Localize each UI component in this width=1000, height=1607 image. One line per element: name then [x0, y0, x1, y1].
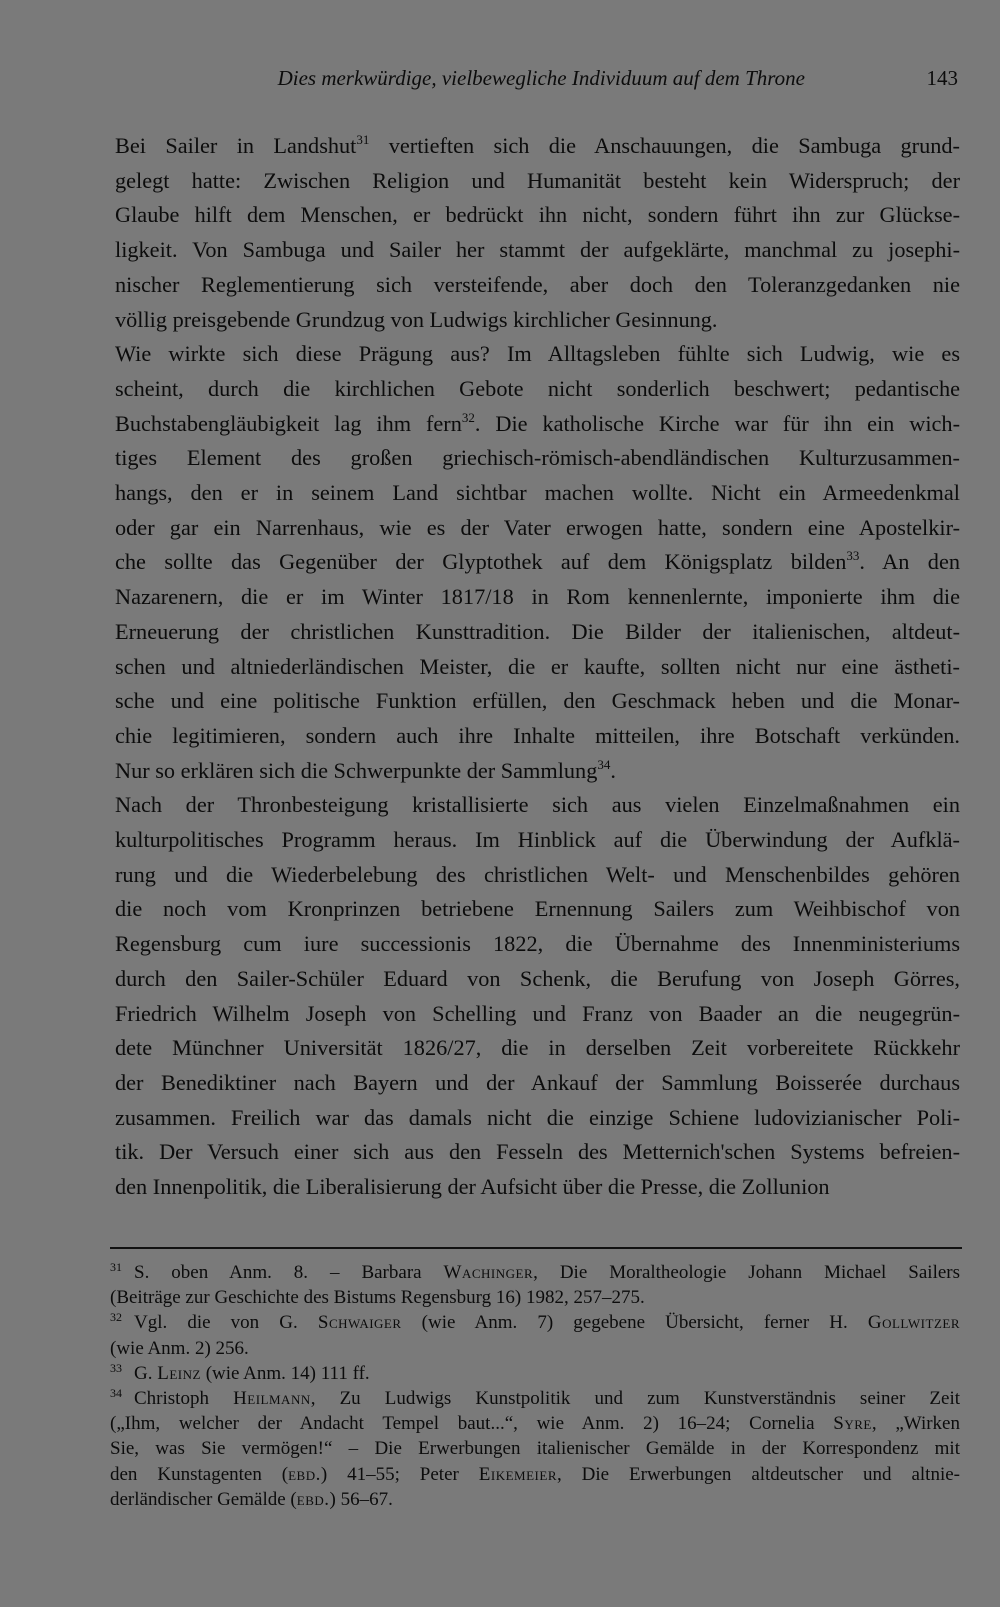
- footnote-text: Christoph Heilmann, Zu Ludwigs Kunstpolitik und zum Kunstverständnis seiner Zeit: [134, 1388, 960, 1410]
- text-line: [115, 407, 960, 442]
- footnote-text: (Beiträge zur Geschichte des Bistums Regensburg 16) 1982, 257–275.: [110, 1287, 645, 1309]
- paragraph: [115, 129, 960, 337]
- footnotes: [110, 1260, 960, 1512]
- text-line: [115, 788, 960, 823]
- text-segment: sche und eine politische Funktion erfüllen, den Geschmack heben und die Monar-: [115, 688, 960, 714]
- text-line: [115, 719, 960, 754]
- text-segment: Erneuerung der christlichen Kunsttradition. Die Bilder der italienischen, altdeut-: [115, 618, 960, 644]
- text-segment: Nach der Thronbesteigung kristallisierte sich aus vielen Einzelmaßnahmen ein: [115, 792, 960, 818]
- text-line: [115, 997, 960, 1032]
- footnote-text: derländischer Gemälde (ebd.) 56–67.: [110, 1488, 393, 1510]
- text-segment: nischer Reglementierung sich versteifende, aber doch den Toleranzgedanken nie: [115, 271, 960, 297]
- text-line: [115, 962, 960, 997]
- footnote-text: (wie Anm. 2) 256.: [110, 1337, 249, 1359]
- text-segment: oder gar ein Narrenhaus, wie es der Vater erwogen hatte, sondern eine Apostelkir-: [115, 514, 960, 540]
- text-segment: .: [610, 757, 616, 783]
- text-line: [115, 580, 960, 615]
- footnote-line: [110, 1487, 960, 1512]
- text-line: [115, 198, 960, 233]
- text-segment: zusammen. Freilich war das damals nicht die einzige Schiene ludovizianischer Poli-: [115, 1104, 960, 1130]
- text-segment: hangs, den er in seinem Land sichtbar machen wollte. Nicht ein Armeedenkmal: [115, 480, 960, 506]
- footnote-line: [110, 1336, 960, 1361]
- text-segment: die noch vom Kronprinzen betriebene Ernennung Sailers zum Weihbischof von: [115, 896, 960, 922]
- text-line: [115, 754, 960, 789]
- footnote-line: [110, 1411, 960, 1436]
- text-line: [115, 303, 960, 338]
- footnote-line: [110, 1436, 960, 1461]
- text-segment: Buchstabengläubigkeit lag ihm fern: [115, 410, 462, 436]
- text-segment: Nazarenern, die er im Winter 1817/18 in Rom kennenlernte, imponierte ihm die: [115, 584, 960, 610]
- text-line: [115, 1101, 960, 1136]
- page-header: [115, 62, 960, 98]
- text-segment: Nur so erklären sich die Schwerpunkte der Sammlung: [115, 757, 598, 783]
- paragraph: [115, 788, 960, 1204]
- page-number: 143: [926, 66, 958, 90]
- footnote-line: 31 S. oben Anm. 8. – Barbara Wachinger, Die Moraltheologie Johann Michael Sailers: [110, 1260, 961, 1283]
- footnote-text: Vgl. die von G. Schwaiger (wie Anm. 7) gegebene Übersicht, ferner H. Gollwitzer: [134, 1312, 960, 1334]
- footnote-reference[interactable]: 31: [356, 132, 370, 147]
- text-segment: tik. Der Versuch einer sich aus den Fesseln des Metternich'schen Systems befreien-: [115, 1139, 960, 1165]
- text-line: [115, 164, 960, 199]
- text-segment: . Die katholische Kirche war für ihn ein wich-: [474, 410, 960, 436]
- text-segment: kulturpolitisches Programm heraus. Im Hinblick auf die Überwindung der Aufklä-: [115, 827, 960, 853]
- text-line: [115, 823, 960, 858]
- text-segment: Friedrich Wilhelm Joseph von Schelling und Franz von Baader an die neugegrün-: [115, 1000, 960, 1026]
- body-text: [115, 129, 960, 1205]
- text-segment: den Innenpolitik, die Liberalisierung der Aufsicht über die Presse, die Zollunion: [115, 1174, 830, 1200]
- text-line: [115, 129, 960, 164]
- text-segment: schen und altniederländischen Meister, die er kaufte, sollten nicht nur eine ästheti-: [115, 653, 960, 679]
- text-line: [115, 476, 960, 511]
- footnote-text: Sie, was Sie vermögen!“ – Die Erwerbungen italienischer Gemälde in der Korrespondenz mit: [110, 1438, 960, 1460]
- running-title: Dies merkwürdige, vielbewegliche Individuum auf dem Throne: [277, 66, 805, 90]
- text-line: [115, 545, 960, 580]
- footnote-reference[interactable]: 32: [461, 409, 475, 425]
- text-segment: Glaube hilft dem Menschen, er bedrückt ihn nicht, sondern führt ihn zur Glückse-: [115, 202, 960, 228]
- text-line: [115, 268, 960, 303]
- text-line: [115, 372, 960, 407]
- text-line: [115, 233, 960, 268]
- text-segment: . An den: [859, 549, 960, 575]
- footnote-line: 33 G. Leinz (wie Anm. 14) 111 ff.: [110, 1360, 370, 1384]
- footnote-line: 32 Vgl. die von G. Schwaiger (wie Anm. 7) gegebene Übersicht, ferner H. Gollwitzer: [110, 1310, 960, 1334]
- text-segment: vertieften sich die Anschauungen, die Sambuga grund-: [369, 133, 960, 158]
- footnote: [110, 1310, 960, 1360]
- text-line: [115, 927, 960, 962]
- footnote-reference[interactable]: 33: [846, 548, 860, 564]
- text-line: [115, 511, 960, 546]
- footnote-text: den Kunstagenten (ebd.) 41–55; Peter Eikemeier, Die Erwerbungen altdeutscher und altnie-: [110, 1463, 960, 1485]
- text-segment: völlig preisgebende Grundzug von Ludwigs kirchlicher Gesinnung.: [115, 306, 718, 332]
- footnote-text: G. Leinz (wie Anm. 14) 111 ff.: [134, 1362, 370, 1384]
- text-line: [115, 858, 960, 893]
- text-line: [115, 615, 960, 650]
- footnote: [110, 1386, 960, 1512]
- text-segment: ligkeit. Von Sambuga und Sailer her stammt der aufgeklärte, manchmal zu josephi-: [115, 237, 960, 263]
- text-line: [115, 441, 960, 476]
- text-line: [115, 1031, 960, 1066]
- text-line: [115, 892, 960, 927]
- footnote: [110, 1361, 960, 1386]
- footnote-line: 34 Christoph Heilmann, Zu Ludwigs Kunstpolitik und zum Kunstverständnis seiner Zeit: [110, 1386, 960, 1410]
- footnote-text: S. oben Anm. 8. – Barbara Wachinger, Die Moraltheologie Johann Michael Sailers: [134, 1262, 961, 1283]
- text-segment: Bei Sailer in Landshut: [115, 133, 357, 158]
- text-line: [115, 650, 960, 685]
- text-segment: Regensburg cum iure successionis 1822, die Übernahme des Innenministeriums: [115, 931, 960, 957]
- text-segment: rung und die Wiederbelebung des christlichen Welt- und Menschenbildes gehören: [115, 861, 960, 887]
- text-segment: che sollte das Gegenüber der Glyptothek auf dem Königsplatz bilden: [115, 549, 847, 575]
- footnote-rule: [110, 1247, 962, 1249]
- text-segment: der Benediktiner nach Bayern und der Ankauf der Sammlung Boisserée durchaus: [115, 1069, 960, 1095]
- footnote-line: [110, 1285, 960, 1310]
- text-segment: tiges Element des großen griechisch-römisch-abendländischen Kulturzusammen-: [115, 445, 960, 471]
- footnote-line: [110, 1462, 960, 1487]
- text-segment: durch den Sailer-Schüler Eduard von Schenk, die Berufung von Joseph Görres,: [115, 965, 960, 991]
- text-segment: chie legitimieren, sondern auch ihre Inhalte mitteilen, ihre Botschaft verkünden.: [115, 722, 960, 748]
- footnote-reference[interactable]: 34: [597, 756, 611, 772]
- text-line: [115, 337, 960, 372]
- footnote-text: („Ihm, welcher der Andacht Tempel baut...“, wie Anm. 2) 16–24; Cornelia Syre, „Wirken: [110, 1413, 960, 1435]
- text-segment: Wie wirkte sich diese Prägung aus? Im Alltagsleben fühlte sich Ludwig, wie es: [115, 341, 960, 367]
- text-segment: dete Münchner Universität 1826/27, die in derselben Zeit vorbereitete Rückkehr: [115, 1035, 960, 1061]
- footnote: [110, 1260, 960, 1310]
- text-segment: gelegt hatte: Zwischen Religion und Humanität besteht kein Widerspruch; der: [115, 167, 960, 193]
- text-segment: scheint, durch die kirchlichen Gebote nicht sonderlich beschwert; pedantische: [115, 375, 960, 401]
- text-line: [115, 684, 960, 719]
- text-line: [115, 1135, 960, 1170]
- paragraph: [115, 337, 960, 788]
- text-line: [115, 1170, 960, 1205]
- text-line: [115, 1066, 960, 1101]
